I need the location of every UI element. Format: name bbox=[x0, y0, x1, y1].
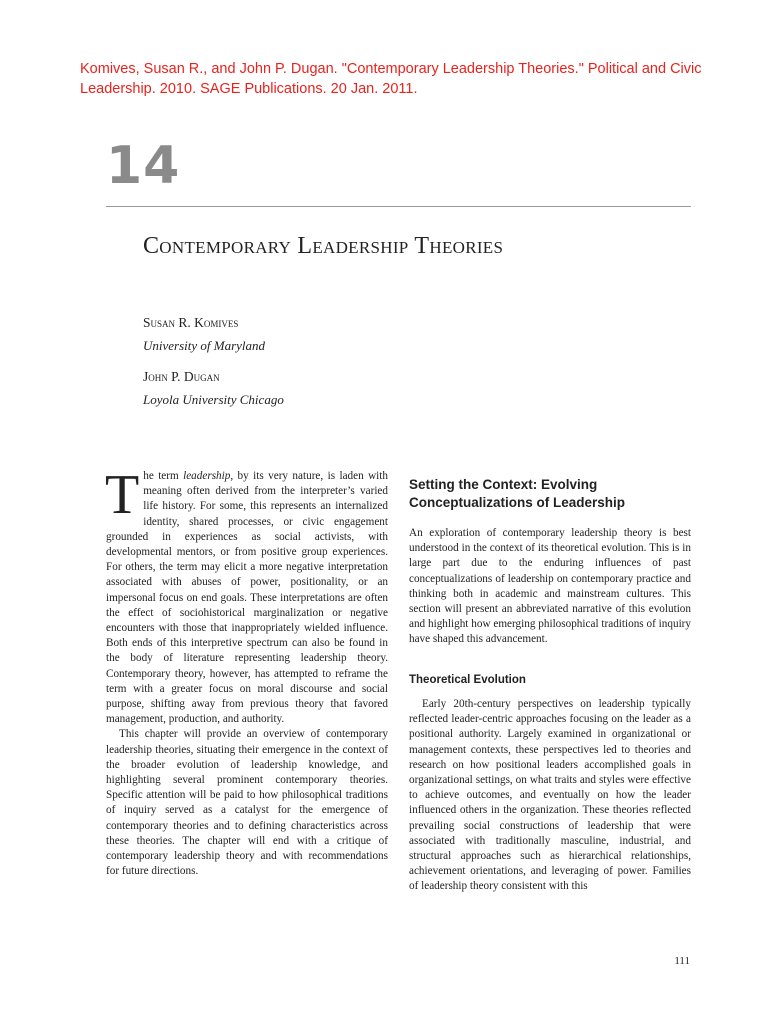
evolution-paragraph: Early 20th-century perspectives on leadership typically reflected leader-centric approaches focusing on the leader as a positional authority. Largely examined in organizational or management contexts, these perspectives led to theories and research on how positional leaders accomplished goals in organizational settings, on what traits and styles were effective to achieve outcomes, and eventually on how the leader influenced others in the organization. These theories reflected prevailing social constructions of leadership that were associated with traditionally masculine, industrial, and structural approaches such as hierarchical relationships, achievement orientations, and leveraging of power. Families of leadership theory consistent with this bbox=[409, 698, 691, 893]
context-paragraph: An exploration of contemporary leadership theory is best understood in the context of its theoretical evolution. This is in large part due to the enduring influences of past conceptualizations of leadership on contemporary practice and thinking both in academic and mainstream cultures. This section will present an abbreviated narrative of this evolution and highlight how emerging philosophical traditions of inquiry have shaped this advancement. bbox=[409, 527, 691, 646]
section-heading: Setting the Context: Evolving Conceptualizations of Leadership bbox=[409, 477, 626, 510]
intro-text-start: he term bbox=[143, 470, 184, 482]
page-number: 111 bbox=[674, 955, 690, 967]
chapter-number: 14 bbox=[106, 136, 181, 196]
right-column-paragraph-1 bbox=[409, 526, 691, 648]
intro-text-rest: , by its very nature, is laden with meaning often derived from the interpreter’s varied life history. For some, this represents an internalized identity, shared processes, or civic engagement grounded in experiences as social activists, with developmental mentors, or from positive group experiences. For others, the term may elicit a more negative interpretation associated with abuses of power, positionality, or an impersonal focus on end goals. These interpretations are often the effect of sociohistorical marginalization or negative encounters with those that inappropriately wielded influence. Both ends of this interpretive spectrum can also be found in the body of literature representing leadership theory. Contemporary theory, however, has attempted to reframe the term with a greater focus on moral discourse and social purpose, shifting away from previous theory that favored management, production, and authority. bbox=[106, 470, 388, 726]
right-column-paragraph-2 bbox=[409, 697, 691, 895]
citation-text: Komives, Susan R., and John P. Dugan. "Contemporary Leadership Theories." Political and Civic Leadership. 2010. SAGE Publications. 20 Jan. 2011. bbox=[80, 61, 702, 97]
drop-cap: T bbox=[105, 464, 140, 526]
author-affiliation-2: Loyola University Chicago bbox=[143, 392, 284, 407]
chapter-title: Contemporary Leadership Theories bbox=[143, 233, 504, 259]
sub-heading: Theoretical Evolution bbox=[409, 674, 526, 686]
author-name-1: Susan R. Komives bbox=[143, 315, 239, 330]
left-column bbox=[105, 464, 388, 879]
overview-paragraph: This chapter will provide an overview of contemporary leadership theories, situating their emergence in the context of the broader evolution of leadership knowledge, and highlighting several prominent contemporary theories. Specific attention will be paid to how philosophical traditions of inquiry served as a catalyst for the emergence of contemporary theories and to defining characteristics across these theories. The chapter will end with a critique of contemporary leadership theory and with recommendations for future directions. bbox=[106, 728, 388, 878]
author-name-2: John P. Dugan bbox=[143, 369, 220, 384]
author-affiliation-1: University of Maryland bbox=[143, 338, 266, 353]
intro-italic-term: leadership bbox=[183, 470, 231, 482]
title-divider bbox=[106, 206, 691, 207]
intro-paragraph bbox=[105, 464, 388, 727]
